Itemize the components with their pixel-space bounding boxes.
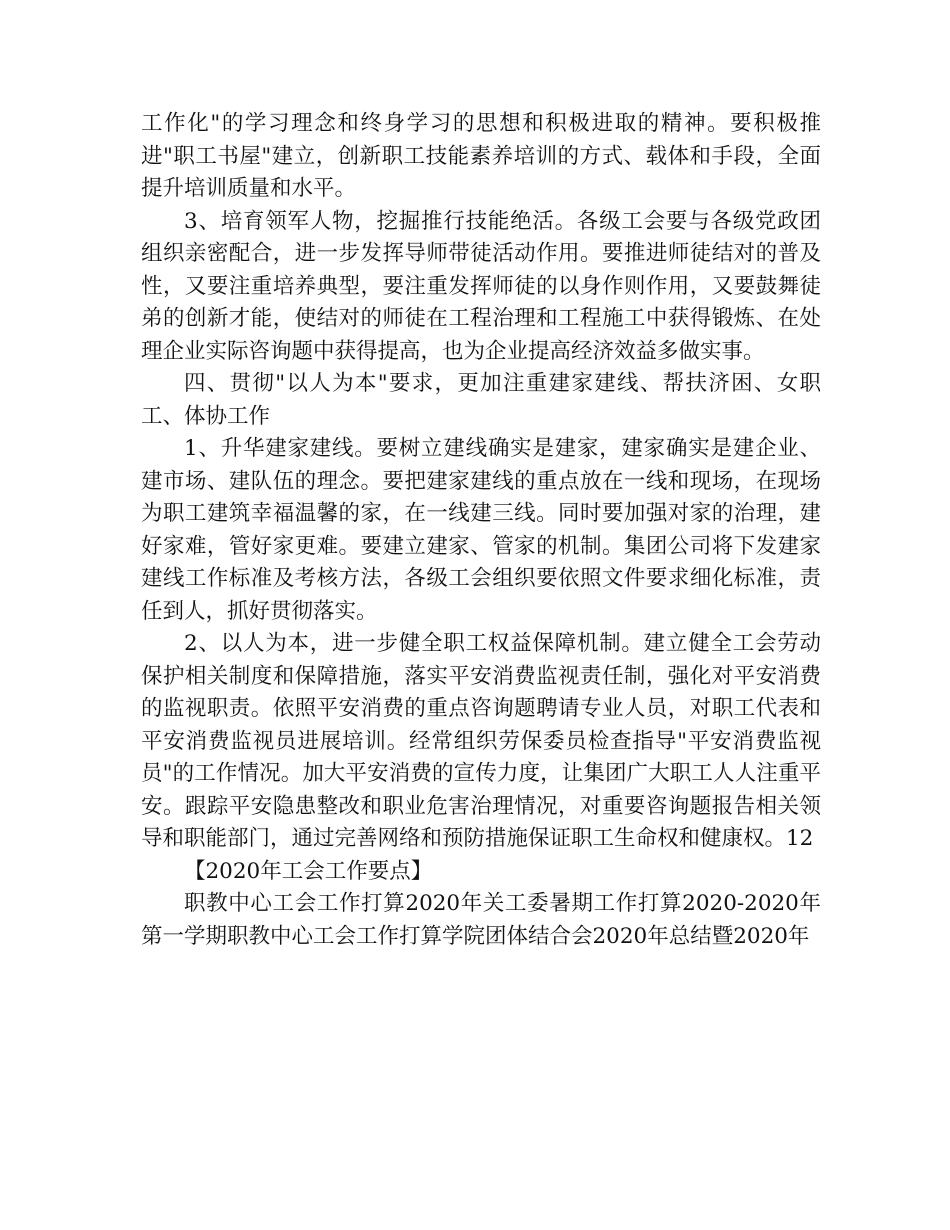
paragraph-continuation: 工作化"的学习理念和终身学习的思想和积极进取的精神。要积极推进"职工书屋"建立，创新职工技能素养培训的方式、载体和手段，全面提升培训质量和水平。 (141, 111, 821, 201)
document-body (141, 108, 821, 953)
paragraph-related-links: 职教中心工会工作打算2020年关工委暑期工作打算2020-2020年第一学期职教中心工会工作打算学院团体结合会2020年总结暨2020年 (141, 891, 821, 949)
section-heading-4: 四、贯彻"以人为本"要求，更加注重建家建线、帮扶济困、女职工、体协工作 (141, 371, 821, 429)
paragraph-item-1: 1、升华建家建线。要树立建线确实是建家，建家确实是建企业、建市场、建队伍的理念。要把建家建线的重点放在一线和现场，在现场为职工建筑幸福温馨的家，在一线建三线。同时要加强对家的治理，建好家难，管好家更难。要建立建家、管家的机制。集团公司将下发建家建线工作标准及考核方法，各级工会组织要依照文件要求细化标准，责任到人，抓好贯彻落实。 (141, 436, 821, 624)
bracket-title: 【2020年工会工作要点】 (184, 858, 433, 884)
paragraph-item-2: 2、以人为本，进一步健全职工权益保障机制。建立健全工会劳动保护相关制度和保障措施，落实平安消费监视责任制，强化对平安消费的监视职责。依照平安消费的重点咨询题聘请专业人员，对职工代表和平安消费监视员进展培训。经常组织劳保委员检查指导"平安消费监视员"的工作情况。加大平安消费的宣传力度，让集团广大职工人人注重平安。跟踪平安隐患整改和职业危害治理情况，对重要咨询题报告相关领导和职能部门，通过完善网络和预防措施保证职工生命权和健康权。12 (141, 631, 821, 851)
paragraph-item-3: 3、培育领军人物，挖掘推行技能绝活。各级工会要与各级党政团组织亲密配合，进一步发挥导师带徒活动作用。要推进师徒结对的普及性，又要注重培养典型，要注重发挥师徒的以身作则作用，又要鼓舞徒弟的创新才能，使结对的师徒在工程治理和工程施工中获得锻炼、在处理企业实际咨询题中获得提高，也为企业提高经济效益多做实事。 (141, 208, 821, 364)
